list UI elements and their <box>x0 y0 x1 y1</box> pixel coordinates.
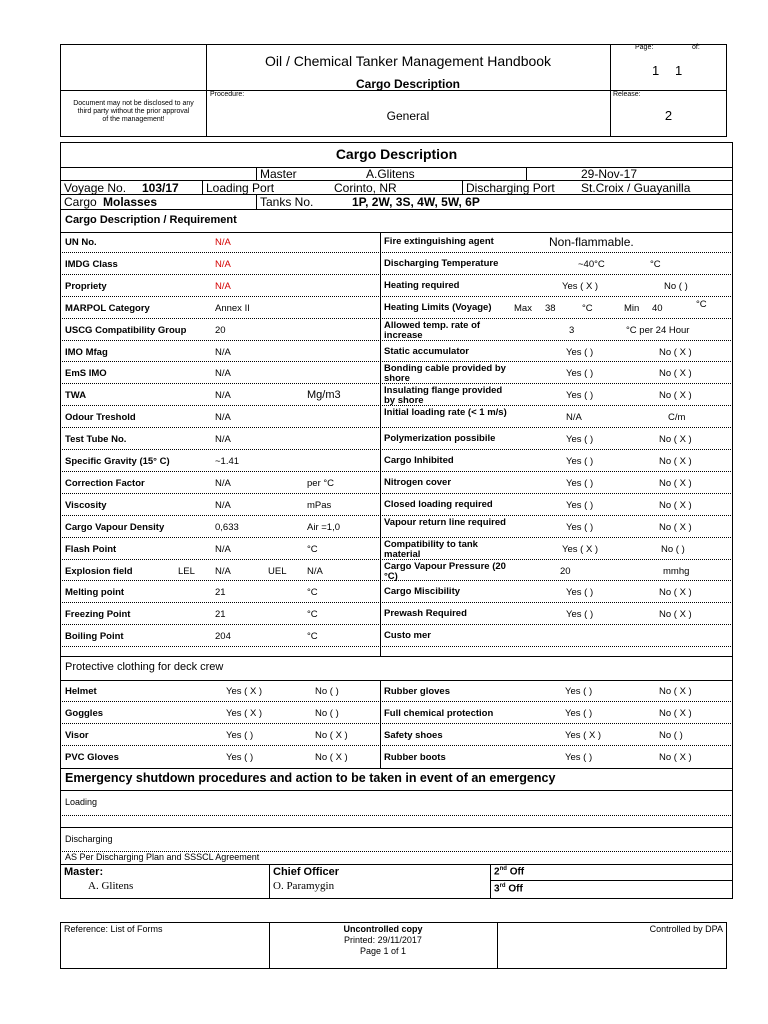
signature-second-off: 2nd Off <box>494 866 525 878</box>
clothing-left-value: No ( X ) <box>315 752 348 763</box>
right-value: No ( X ) <box>659 346 692 358</box>
clothing-right-value: No ( X ) <box>659 708 692 719</box>
signature-chief-name: O. Paramygin <box>273 880 335 892</box>
right-value: Yes ( ) <box>566 609 594 621</box>
clothing-left-value: Yes ( ) <box>226 752 254 763</box>
right-value: Yes ( X ) <box>562 543 599 555</box>
left-label: TWA <box>65 390 87 402</box>
discharging-port-label: Discharging Port <box>466 181 555 195</box>
clothing-right-value: Yes ( ) <box>565 752 593 763</box>
left-value: N/A <box>307 565 323 577</box>
right-label: Closed loading required <box>384 498 493 510</box>
right-value: Yes ( ) <box>566 346 594 358</box>
left-value: 204 <box>215 631 231 643</box>
signature-chief-label: Chief Officer <box>273 866 340 878</box>
clothing-left-value: Yes ( ) <box>226 730 254 741</box>
left-value: °C <box>307 631 318 643</box>
of-label: of: <box>692 44 700 51</box>
right-value: Yes ( ) <box>566 499 594 511</box>
right-label: Cargo Miscibility <box>384 586 461 598</box>
footer-uncontrolled: Uncontrolled copy <box>343 924 423 934</box>
left-label: Explosion field <box>65 565 133 577</box>
clothing-right-label: Safety shoes <box>384 730 443 741</box>
right-value: Yes ( ) <box>566 434 594 446</box>
handbook-subtitle: Cargo Description <box>355 77 460 91</box>
signature-master-label: Master: <box>64 866 104 878</box>
right-value: 20 <box>560 565 571 577</box>
right-value: Min <box>624 302 640 314</box>
left-label: Melting point <box>65 587 125 599</box>
left-label: Freezing Point <box>65 609 131 621</box>
voyage-value: 103/17 <box>142 181 179 195</box>
left-label: Boiling Point <box>65 631 124 643</box>
left-value: N/A <box>215 412 231 424</box>
clothing-right-label: Rubber gloves <box>384 686 450 697</box>
procedure-value: General <box>386 109 430 123</box>
clothing-right-value: No ( ) <box>659 730 683 741</box>
left-value: 20 <box>215 324 226 336</box>
right-label: Static accumulator <box>384 345 469 357</box>
left-value: °C <box>307 609 318 621</box>
clothing-right-label: Full chemical protection <box>384 708 494 719</box>
left-value: UEL <box>268 565 287 577</box>
right-value: Yes ( ) <box>566 390 594 402</box>
clothing-left-label: Visor <box>65 730 89 741</box>
date-value: 29-Nov-17 <box>581 167 638 181</box>
disclaimer-line-3: of the management! <box>102 116 165 123</box>
right-value: Max <box>514 302 532 314</box>
right-label: Prewash Required <box>384 608 467 620</box>
handbook-title: Oil / Chemical Tanker Management Handbook <box>264 53 552 69</box>
left-value: N/A <box>215 280 231 292</box>
emergency-title: Emergency shutdown procedures and action to be taken in event of an emergency <box>65 771 556 785</box>
release-label: Release: <box>613 91 641 98</box>
left-label: Propriety <box>65 280 107 292</box>
left-label: EmS IMO <box>65 368 107 380</box>
right-value: Yes ( ) <box>566 477 594 489</box>
left-value: N/A <box>215 477 231 489</box>
left-label: Cargo Vapour Density <box>65 521 165 533</box>
page-total: 1 <box>675 63 683 78</box>
right-value: °C <box>696 298 707 310</box>
right-label: Heating Limits (Voyage) <box>384 301 492 313</box>
disclaimer-line-1: Document may not be disclosed to any <box>73 100 194 107</box>
right-value: No ( X ) <box>659 368 692 380</box>
clothing-right-value: Yes ( ) <box>565 708 593 719</box>
footer-controlled: Controlled by DPA <box>649 924 723 934</box>
right-value: 38 <box>545 302 556 314</box>
disclaimer-line-2: third party without the prior approval <box>77 108 190 115</box>
clothing-right-value: No ( X ) <box>659 686 692 697</box>
right-value: °C <box>582 302 593 314</box>
emergency-discharging-label: Discharging <box>65 834 113 844</box>
clothing-section-title: Protective clothing for deck crew <box>65 661 224 673</box>
left-label: Test Tube No. <box>65 434 127 446</box>
right-value: No ( ) <box>664 280 688 292</box>
cargo-label: Cargo <box>64 195 97 209</box>
right-value: No ( X ) <box>659 609 692 621</box>
right-label: Initial loading rate (< 1 m/s) <box>384 407 507 419</box>
left-label: Viscosity <box>65 499 107 511</box>
left-label: MARPOL Category <box>65 302 150 314</box>
right-value: Yes ( ) <box>566 521 594 533</box>
tanks-value: 1P, 2W, 3S, 4W, 5W, 6P <box>352 195 480 209</box>
left-value: N/A <box>215 565 231 577</box>
clothing-left-label: Goggles <box>65 708 104 719</box>
master-value: A.Glitens <box>366 167 415 181</box>
clothing-right-value: Yes ( X ) <box>565 730 602 741</box>
right-value: Non-flammable. <box>549 235 634 249</box>
right-label: Cargo Vapour Pressure (20 °C) <box>384 560 506 582</box>
loading-port-value: Corinto, NR <box>334 181 397 195</box>
clothing-left-value: Yes ( X ) <box>226 686 263 697</box>
right-value: °C per 24 Hour <box>626 324 690 336</box>
right-value: No ( X ) <box>659 499 692 511</box>
right-value: C/m <box>668 412 686 424</box>
right-value: ~40°C <box>578 258 605 270</box>
left-value: 21 <box>215 609 226 621</box>
loading-port-label: Loading Port <box>206 181 275 195</box>
left-value: LEL <box>178 565 195 577</box>
right-label: Nitrogen cover <box>384 476 452 488</box>
clothing-right-value: Yes ( ) <box>565 686 593 697</box>
requirement-section-title: Cargo Description / Requirement <box>65 214 237 226</box>
right-label: Discharging Temperature <box>384 257 499 269</box>
right-value: No ( X ) <box>659 456 692 467</box>
cargo-value: Molasses <box>103 195 158 209</box>
right-value: Yes ( X ) <box>562 280 599 292</box>
form-title: Cargo Description <box>335 146 458 162</box>
left-value: N/A <box>215 543 231 555</box>
right-label: Vapour return line required <box>384 516 506 528</box>
left-label: USCG Compatibility Group <box>65 324 187 336</box>
right-value: No ( ) <box>661 543 685 555</box>
signature-third-off: 3rd Off <box>494 883 523 895</box>
left-label: UN No. <box>65 237 97 248</box>
clothing-left-value: Yes ( X ) <box>226 708 263 719</box>
procedure-label: Procedure: <box>210 91 245 98</box>
right-value: 3 <box>569 324 575 336</box>
left-value: N/A <box>215 258 231 270</box>
clothing-left-value: No ( ) <box>315 686 339 697</box>
left-value: N/A <box>215 346 231 358</box>
left-value: N/A <box>215 434 231 446</box>
right-value: °C <box>650 258 661 270</box>
right-value: Yes ( ) <box>566 456 594 467</box>
left-value: N/A <box>215 368 231 380</box>
left-value: mPas <box>307 499 332 511</box>
left-value: N/A <box>215 499 231 511</box>
footer-reference: Reference: List of Forms <box>64 924 163 934</box>
left-label: Correction Factor <box>65 477 145 489</box>
left-value: ~1.41 <box>215 456 240 467</box>
right-value: mmhg <box>663 565 690 577</box>
signature-master-name: A. Glitens <box>88 880 134 892</box>
left-value: per °C <box>307 477 335 489</box>
release-value: 2 <box>664 108 673 123</box>
left-label: Odour Treshold <box>65 412 136 424</box>
page-number: 1 <box>652 63 660 78</box>
right-value: 40 <box>652 302 663 314</box>
right-value: No ( X ) <box>659 521 692 533</box>
voyage-label: Voyage No. <box>64 181 127 195</box>
left-value: N/A <box>215 390 231 402</box>
right-value: No ( X ) <box>659 477 692 489</box>
clothing-left-value: No ( X ) <box>315 730 348 741</box>
left-value: Mg/m3 <box>307 389 341 402</box>
clothing-left-value: No ( ) <box>315 708 339 719</box>
left-value: Air =1,0 <box>307 521 341 533</box>
page-label: Page: <box>635 44 654 51</box>
left-value: 21 <box>215 587 226 599</box>
left-value: 0,633 <box>215 521 239 533</box>
clothing-left-label: Helmet <box>65 686 97 697</box>
right-value: No ( X ) <box>659 434 692 446</box>
right-label: Bonding cable provided by shore <box>384 363 506 385</box>
clothing-right-label: Rubber boots <box>384 752 446 763</box>
left-label: Flash Point <box>65 543 117 555</box>
right-value: Yes ( ) <box>566 587 594 599</box>
left-label: Specific Gravity (15° C) <box>65 456 170 467</box>
right-label: Polymerization possibile <box>384 433 496 445</box>
footer-printed: Printed: 29/11/2017 <box>344 935 422 945</box>
right-value: N/A <box>566 412 582 424</box>
emergency-loading-label: Loading <box>65 797 98 807</box>
right-label: Cargo Inhibited <box>384 455 454 466</box>
clothing-right-value: No ( X ) <box>659 752 692 763</box>
footer-page: Page 1 of 1 <box>359 946 407 956</box>
left-label: IMO Mfag <box>65 346 108 358</box>
right-label: Heating required <box>384 279 460 291</box>
left-value: °C <box>307 543 318 555</box>
right-label: Allowed temp. rate of increase <box>384 319 481 341</box>
tanks-label: Tanks No. <box>260 195 314 209</box>
master-label: Master <box>260 167 297 181</box>
right-label: Fire extinguishing agent <box>384 236 494 247</box>
right-value: No ( X ) <box>659 587 692 599</box>
right-label: Insulating flange provided by shore <box>384 385 503 407</box>
left-value: Annex II <box>215 302 250 314</box>
left-label: IMDG Class <box>65 258 118 270</box>
left-value: N/A <box>215 237 231 248</box>
discharging-port-value: St.Croix / Guayanilla <box>581 181 691 195</box>
right-label: Compatibility to tank material <box>384 538 478 560</box>
right-value: No ( X ) <box>659 390 692 402</box>
clothing-left-label: PVC Gloves <box>65 752 119 763</box>
emergency-note: AS Per Discharging Plan and SSSCL Agreement <box>65 852 260 862</box>
left-value: °C <box>307 587 318 599</box>
right-value: Yes ( ) <box>566 368 594 380</box>
right-label: Custo mer <box>384 630 431 642</box>
